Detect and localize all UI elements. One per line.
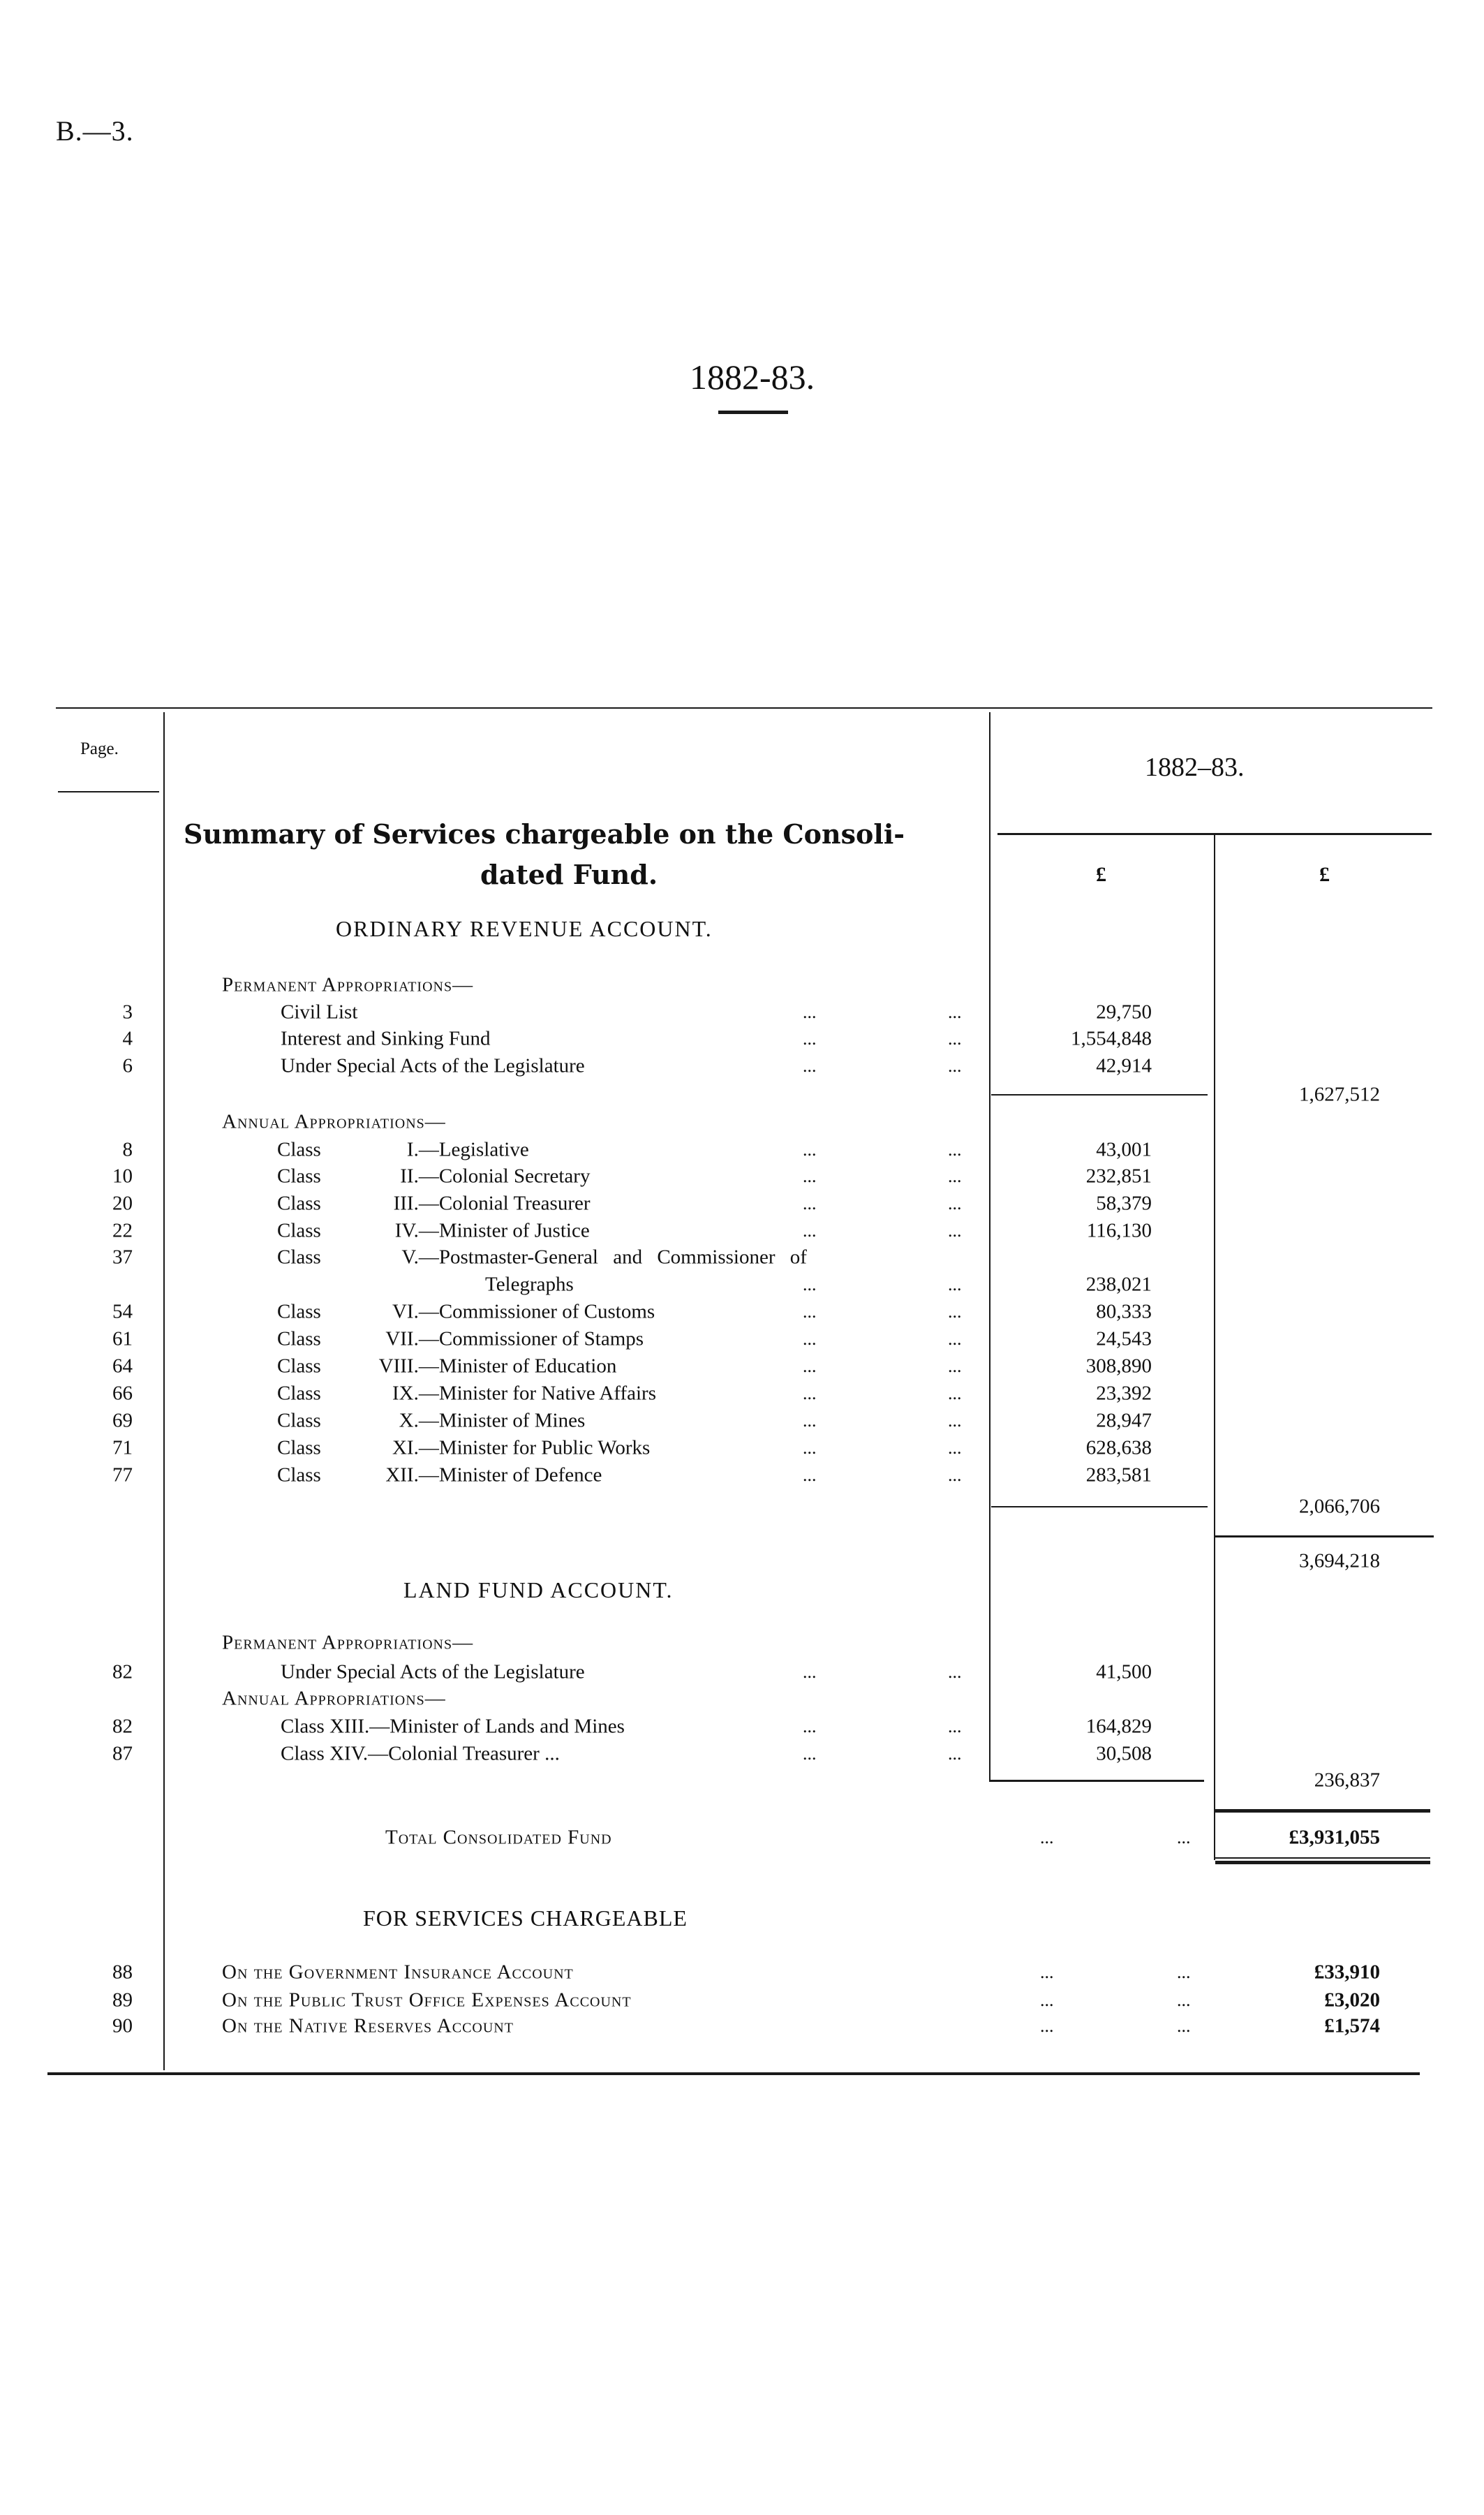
leader-dots: ... [1177,2016,1191,2036]
leader-dots: ... [1040,1962,1054,1982]
page-number: 6 [122,1054,133,1077]
leader-dots: ... [948,1056,962,1076]
class-word: Class [277,1138,321,1161]
item-amount: 283,581 [1085,1463,1152,1487]
item-amount: 232,851 [1085,1165,1152,1188]
leader-dots: ... [803,1056,817,1076]
ordinary-account-heading: ORDINARY REVENUE ACCOUNT. [336,916,713,941]
leader-dots: ... [803,1410,817,1431]
leader-dots: ... [948,1193,962,1214]
class-label: —Colonial Secretary [418,1165,591,1188]
leader-dots: ... [948,1329,962,1349]
amount-column-divider [989,712,990,1780]
leader-dots: ... [803,1383,817,1403]
total-consolidated-label: Total Consolidated Fund [385,1826,612,1849]
page-number: 69 [112,1409,133,1432]
leader-dots: ... [803,1465,817,1485]
leader-dots: ... [948,1438,962,1458]
page-number: 8 [122,1138,133,1161]
leader-dots: ... [803,1662,817,1682]
title-underline [718,411,788,414]
leader-dots: ... [803,1301,817,1322]
class-label: —Minister for Public Works [418,1436,651,1459]
class-label: —Minister for Native Affairs [418,1382,656,1405]
class-word: Class [277,1192,321,1215]
item-amount: 80,333 [1096,1300,1152,1323]
leader-dots: ... [948,1002,962,1022]
annual-class-row [277,1139,529,1162]
summary-title-line2: dated Fund. [480,859,658,890]
class-word: Class [277,1409,321,1432]
item-amount: 308,890 [1085,1355,1152,1378]
annual-class-row [277,1382,656,1406]
land-account-heading: LAND FUND ACCOUNT. [403,1577,674,1602]
page-number: 10 [112,1165,133,1188]
leader-dots: ... [803,1002,817,1022]
item-label: On the Native Reserves Account [222,2014,514,2037]
page-column-header: Page. [80,739,119,758]
class-numeral: II. [400,1165,419,1188]
leader-dots: ... [1040,1990,1054,2010]
page-number: 4 [122,1027,133,1050]
item-label: On the Government Insurance Account [222,1961,574,1984]
class-numeral: IV. [394,1219,419,1242]
land-account-total: 236,837 [1314,1769,1380,1792]
class-label: —Minister of Defence [418,1463,602,1487]
annual-class-row [277,1410,585,1433]
annual-class-row [277,1355,616,1378]
class-label: —Colonial Treasurer [418,1192,591,1215]
page-number: 90 [112,2014,133,2037]
class-word: Class [277,1246,321,1269]
class-label: —Minister of Education [418,1355,617,1378]
leader-dots: ... [1177,1962,1191,1982]
item-amount: 43,001 [1096,1138,1152,1161]
leader-dots: ... [948,1662,962,1682]
class-numeral: IX. [392,1382,419,1405]
leader-dots: ... [948,1028,962,1049]
page-number: 22 [112,1219,133,1242]
leader-dots: ... [803,1743,817,1764]
leader-dots: ... [803,1140,817,1160]
page-number: 71 [112,1436,133,1459]
leader-dots: ... [948,1465,962,1485]
item-amount: 238,021 [1085,1273,1152,1296]
class-label: —Commissioner of Customs [418,1300,655,1323]
item-amount: 41,500 [1096,1660,1152,1683]
page-number: 66 [112,1382,133,1405]
table-bottom-rule [47,2072,1420,2075]
class-numeral: XI. [392,1436,419,1459]
class-label: —Minister of Mines [418,1409,586,1432]
annual-class-row [277,1301,655,1324]
ordinary-account-total: 3,694,218 [1299,1549,1380,1572]
leader-dots: ... [948,1301,962,1322]
total-double-rule-bottom [1215,1861,1430,1864]
item-amount: 42,914 [1096,1054,1152,1077]
item-amount: 116,130 [1086,1219,1152,1242]
leader-dots: ... [803,1220,817,1241]
annual-class-row [277,1220,590,1243]
grand-total-rule [1215,1809,1430,1813]
land-permanent-heading: Permanent Appropriations— [222,1631,474,1654]
other-services-heading: FOR SERVICES CHARGEABLE [363,1905,688,1931]
class-numeral: VIII. [378,1355,419,1378]
page-number: 82 [112,1660,133,1683]
class-numeral: I. [406,1138,419,1161]
item-amount: 28,947 [1096,1409,1152,1432]
permanent-subtotal-rule [991,1094,1208,1096]
land-subtotal-rule [989,1780,1204,1782]
class-numeral: V. [401,1246,419,1269]
leader-dots: ... [948,1743,962,1764]
currency-header-2: £ [1319,863,1330,886]
class-numeral: X. [399,1409,419,1432]
leader-dots: ... [948,1220,962,1241]
total-column-divider [1214,835,1215,1860]
annual-class-row [277,1165,590,1188]
leader-dots: ... [1040,2016,1054,2036]
page-number: 82 [112,1715,133,1738]
class-numeral: III. [393,1192,419,1215]
item-label: Under Special Acts of the Legislature [281,1660,585,1683]
page-number: 54 [112,1300,133,1323]
class-word: Class [277,1165,321,1188]
page-number: 37 [112,1246,133,1269]
page-number: 64 [112,1355,133,1378]
permanent-total: 1,627,512 [1299,1083,1380,1106]
item-amount: 30,508 [1096,1742,1152,1765]
leader-dots: ... [803,1438,817,1458]
class-word: Class [277,1355,321,1378]
leader-dots: ... [948,1140,962,1160]
total-dots-1: ... [1040,1827,1054,1847]
leader-dots: ... [803,1716,817,1736]
leader-dots: ... [803,1356,817,1376]
leader-dots: ... [948,1166,962,1186]
class-word: Class [277,1327,321,1350]
class-label: —Legislative [418,1138,529,1161]
ordinary-total-rule [1215,1535,1434,1537]
page-number: 88 [112,1961,133,1984]
total-double-rule-top [1215,1857,1430,1859]
page-number: 20 [112,1192,133,1215]
item-amount: 1,554,848 [1071,1027,1152,1050]
item-amount: 164,829 [1085,1715,1152,1738]
page-column-divider [163,712,165,2070]
class-numeral: VI. [392,1300,419,1323]
class-word: Class [277,1382,321,1405]
summary-title-line1: Summary of Services chargeable on the Consoli- [184,818,905,850]
ordinary-permanent-heading: Permanent Appropriations— [222,973,474,996]
class-label: —Postmaster-General and Commissioner of [418,1246,807,1269]
leader-dots: ... [948,1383,962,1403]
leader-dots: ... [803,1329,817,1349]
leader-dots: ... [803,1274,817,1295]
annual-class-row [277,1193,591,1216]
annual-class-row [277,1246,807,1269]
item-amount: £3,020 [1324,1989,1380,2012]
item-amount: 23,392 [1096,1382,1152,1405]
item-amount: 24,543 [1096,1327,1152,1350]
leader-dots: ... [948,1274,962,1295]
page-number: 87 [112,1742,133,1765]
item-amount: 29,750 [1096,1001,1152,1024]
land-annual-heading: Annual Appropriations— [222,1687,446,1710]
page-title: 1882-83. [690,357,815,397]
page-number: 77 [112,1463,133,1487]
page-number: 89 [112,1989,133,2012]
annual-class-row [277,1464,602,1487]
item-label: Class XIV.—Colonial Treasurer ... [281,1742,560,1765]
class-numeral: VII. [385,1327,419,1350]
page-number: 61 [112,1327,133,1350]
class-word: Class [277,1436,321,1459]
leader-dots: ... [803,1166,817,1186]
item-label: Class XIII.—Minister of Lands and Mines [281,1715,625,1738]
item-amount: £1,574 [1324,2014,1380,2037]
leader-dots: ... [1177,1990,1191,2010]
leader-dots: ... [948,1356,962,1376]
item-label: Under Special Acts of the Legislature [281,1054,585,1077]
item-amount: 628,638 [1085,1436,1152,1459]
annual-class-row [277,1328,644,1351]
total-dots-2: ... [1177,1827,1191,1847]
page-number: 3 [122,1001,133,1024]
class-word: Class [277,1300,321,1323]
leader-dots: ... [948,1716,962,1736]
total-consolidated-value: £3,931,055 [1289,1826,1380,1849]
ordinary-annual-heading: Annual Appropriations— [222,1110,446,1133]
class-label: —Commissioner of Stamps [418,1327,644,1350]
annual-class-row [277,1437,650,1460]
item-amount: £33,910 [1314,1961,1380,1984]
table-top-rule [56,707,1432,709]
year-column-header: 1882–83. [1145,753,1245,782]
document-reference: B.—3. [56,115,134,147]
class-numeral: XII. [385,1463,419,1487]
leader-dots: ... [803,1193,817,1214]
item-label: Telegraphs [485,1273,574,1296]
leader-dots: ... [948,1410,962,1431]
annual-total: 2,066,706 [1299,1495,1380,1518]
page-header-underline [58,791,159,792]
item-label: Civil List [281,1001,358,1024]
item-label: On the Public Trust Office Expenses Account [222,1989,632,2012]
class-word: Class [277,1219,321,1242]
currency-header-1: £ [1096,863,1106,886]
item-label: Interest and Sinking Fund [281,1027,491,1050]
class-word: Class [277,1463,321,1487]
annual-subtotal-rule [991,1506,1208,1507]
leader-dots: ... [803,1028,817,1049]
item-amount: 58,379 [1096,1192,1152,1215]
class-label: —Minister of Justice [418,1219,590,1242]
